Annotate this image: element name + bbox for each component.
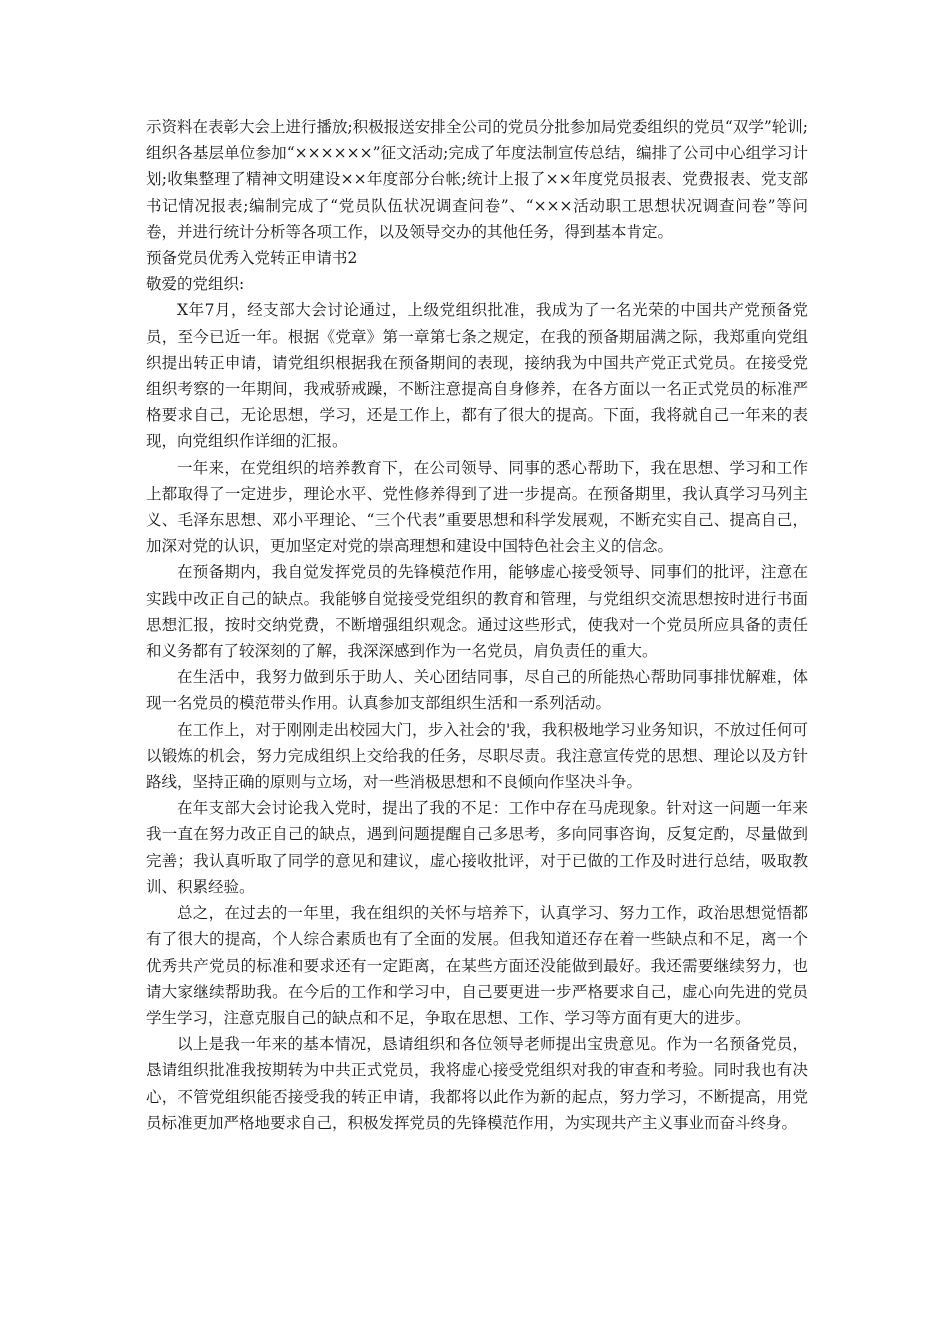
body-paragraph-2: 一年来，在党组织的培养教育下，在公司领导、同事的悉心帮助下，我在思想、学习和工作上都取得了一定进步，理论水平、党性修养得到了进一步提高。在预备期里，我认真学习马列主义、毛泽东思想、邓小平理论、“三个代表”重要思想和科学发展观，不断充实自己、提高自己，加深对党的认识，更加坚定对党的崇高理想和建设中国特色社会主义的信念。 [146, 458, 808, 556]
document-title: 预备党员优秀入党转正申请书2 [146, 249, 358, 268]
body-paragraph-7: 总之，在过去的一年里，我在组织的关怀与培养下，认真学习、努力工作，政治思想觉悟都有了很大的提高，个人综合素质也有了全面的发展。但我知道还存在着一些缺点和不足，离一个优秀共产党员的标准和要求还有一定距离，在某些方面还没能做到最好。我还需要继续努力，也请大家继续帮助我。在今后的工作和学习中，自己要更进一步严格要求自己，虚心向先进的党员学生学习，注意克服自己的缺点和不足，争取在思想、工作、学习等方面有更大的进步。 [146, 904, 808, 1027]
salutation: 敬爱的党组织: [146, 275, 245, 294]
body-paragraph-8: 以上是我一年来的基本情况，恳请组织和各位领导老师提出宝贵意见。作为一名预备党员，恳请组织批准我按期转为中共正式党员，我将虚心接受党组织对我的审查和考验。同时我也有决心，不管党组织能否接受我的转正申请，我都将以此作为新的起点，努力学习，不断提高，用党员标准更加严格地要求自己，积极发挥党员的先锋模范作用，为实现共产主义事业而奋斗终身。 [146, 1035, 808, 1132]
body-paragraph-1: X年7月，经支部大会讨论通过，上级党组织批准，我成为了一名光荣的中国共产党预备党员，至今已近一年。根据《党章》第一章第七条之规定，在我的预备期届满之际，我郑重向党组织提出转正申请，请党组织根据我在预备期间的表现，接纳我为中国共产党正式党员。在接受党组织考察的一年期间，我戒骄戒躁，不断注意提高自身修养，在各方面以一名正式党员的标准严格要求自己，无论思想，学习，还是工作上，都有了很大的提高。下面，我将就自己一年来的表现，向党组织作详细的汇报。 [146, 301, 808, 451]
body-paragraph-3: 在预备期内，我自觉发挥党员的先锋模范作用，能够虚心接受领导、同事们的批评，注意在实践中改正自己的缺点。我能够自觉接受党组织的教育和管理，与党组织交流思想按时进行书面思想汇报，按时交纳党费，不断增强组织观念。通过这些形式，使我对一个党员所应具备的责任和义务都有了较深刻的了解，我深深感到作为一名党员，肩负责任的重大。 [146, 563, 808, 661]
body-paragraph-6: 在年支部大会讨论我入党时，提出了我的不足：工作中存在马虎现象。针对这一问题一年来我一直在努力改正自己的缺点，遇到问题提醒自己多思考，多向同事咨询，反复定酌，尽量做到完善；我认真听取了同学的意见和建议，虚心接收批评，对于已做的工作及时进行总结，吸取教训、积累经验。 [146, 799, 808, 896]
body-paragraph-5: 在工作上，对于刚刚走出校园大门，步入社会的'我，我积极地学习业务知识，不放过任何可以锻炼的机会，努力完成组织上交给我的任务，尽职尽责。我注意宣传党的思想、理论以及方针路线，坚持正确的原则与立场，对一些消极思想和不良倾向作坚决斗争。 [146, 720, 808, 792]
intro-paragraph: 示资料在表彰大会上进行播放;积极报送安排全公司的党员分批参加局党委组织的党员“双学”轮训;组织各基层单位参加“××××××”征文活动;完成了年度法制宣传总结，编排了公司中心组学习计划;收集整理了精神文明建设××年度部分台帐;统计上报了××年度党员报表、党费报表、党支部书记情况报表;编制完成了“党员队伍状况调查问卷”、“×××活动职工思想状况调查问卷”等问卷，并进行统计分析等各项工作，以及领导交办的其他任务，得到基本肯定。 [146, 118, 808, 241]
body-paragraph-4: 在生活中，我努力做到乐于助人、关心团结同事，尽自己的所能热心帮助同事排忧解难，体现一名党员的模范带头作用。认真参加支部组织生活和一系列活动。 [146, 668, 808, 713]
document-page [146, 114, 808, 1136]
